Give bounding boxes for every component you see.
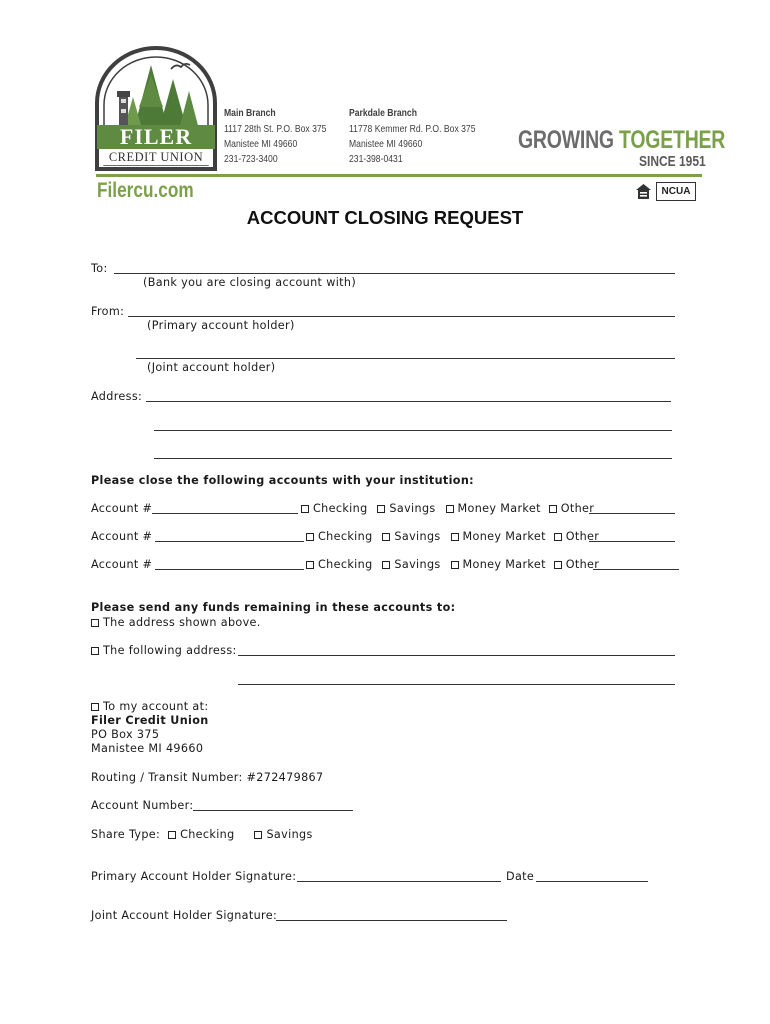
to-hint: (Bank you are closing account with) [143, 276, 357, 289]
account-number-input[interactable] [193, 810, 353, 811]
account-number-label: Account Number: [91, 799, 194, 812]
other-field[interactable] [589, 513, 675, 514]
to-field[interactable] [114, 273, 675, 274]
following-address-label: The following address: [103, 644, 237, 657]
address-line-3[interactable] [154, 458, 672, 459]
other-checkbox[interactable] [554, 533, 562, 541]
money-market-label: Money Market [457, 502, 541, 515]
money-market-label: Money Market [462, 558, 546, 571]
primary-holder-hint: (Primary account holder) [147, 319, 295, 332]
address-above-label: The address shown above. [103, 616, 261, 629]
my-account-option [91, 700, 209, 713]
account-row [91, 502, 152, 515]
account-row [91, 558, 152, 571]
header-rule [96, 174, 702, 177]
account-number-field[interactable] [152, 513, 298, 514]
money-market-checkbox[interactable] [451, 561, 459, 569]
credit-union-po-box: PO Box 375 [91, 728, 160, 741]
account-label: Account # [91, 558, 153, 571]
account-label: Account # [91, 502, 153, 515]
equal-housing-icon [635, 183, 652, 200]
following-address-option [91, 644, 237, 657]
other-label: Other [565, 558, 600, 571]
date-label: Date [506, 870, 535, 883]
since-1951: SINCE 1951 [639, 153, 706, 170]
account-number-field[interactable] [155, 541, 304, 542]
joint-signature-field[interactable] [276, 920, 507, 921]
other-label: Other [560, 502, 595, 515]
savings-checkbox[interactable] [382, 533, 390, 541]
address-line-2[interactable] [154, 430, 672, 431]
other-checkbox[interactable] [554, 561, 562, 569]
ncua-badge: NCUA [656, 182, 696, 201]
slogan-together: TOGETHER [619, 126, 726, 154]
money-market-label: Money Market [462, 530, 546, 543]
account-options [306, 558, 599, 571]
main-branch-title: Main Branch [224, 107, 276, 119]
address-above-option [91, 616, 261, 629]
other-field[interactable] [593, 569, 679, 570]
credit-union-city: Manistee MI 49660 [91, 742, 204, 755]
primary-signature-label: Primary Account Holder Signature: [91, 870, 297, 883]
share-checking-label: Checking [180, 828, 235, 841]
parkdale-branch-phone: 231-398-0431 [349, 153, 403, 165]
accounts-heading: Please close the following accounts with your institution: [91, 474, 474, 487]
my-account-checkbox[interactable] [91, 703, 99, 711]
share-savings-checkbox[interactable] [254, 831, 262, 839]
account-row [91, 530, 152, 543]
following-address-line-1[interactable] [238, 655, 675, 656]
checking-label: Checking [318, 530, 373, 543]
to-label: To: [91, 262, 108, 275]
joint-holder-hint: (Joint account holder) [147, 361, 276, 374]
my-account-label: To my account at: [103, 700, 209, 713]
account-number-field[interactable] [155, 569, 304, 570]
share-checking-checkbox[interactable] [168, 831, 176, 839]
share-type-row [91, 828, 313, 841]
website: Filercu.com [97, 179, 194, 202]
savings-checkbox[interactable] [377, 505, 385, 513]
money-market-checkbox[interactable] [451, 533, 459, 541]
following-address-line-2[interactable] [238, 684, 675, 685]
account-options [301, 502, 594, 515]
parkdale-branch-address: 11778 Kemmer Rd. P.O. Box 375 [349, 123, 476, 135]
joint-signature-label: Joint Account Holder Signature: [91, 909, 278, 922]
slogan [518, 126, 725, 155]
checking-checkbox[interactable] [301, 505, 309, 513]
date-field[interactable] [536, 881, 648, 882]
svg-text:CREDIT UNION: CREDIT UNION [108, 150, 204, 164]
savings-checkbox[interactable] [382, 561, 390, 569]
parkdale-branch-title: Parkdale Branch [349, 107, 417, 119]
savings-label: Savings [394, 530, 441, 543]
svg-text:FILER: FILER [119, 124, 193, 149]
filer-logo-emblem [93, 45, 219, 171]
credit-union-name: Filer Credit Union [91, 714, 209, 727]
account-options [306, 530, 599, 543]
address-label: Address: [91, 390, 143, 403]
routing-number: Routing / Transit Number: #272479867 [91, 771, 324, 784]
share-type-label: Share Type: [91, 828, 161, 841]
checking-label: Checking [318, 558, 373, 571]
address-above-checkbox[interactable] [91, 619, 99, 627]
savings-label: Savings [389, 502, 436, 515]
main-branch-phone: 231-723-3400 [224, 153, 278, 165]
checking-checkbox[interactable] [306, 533, 314, 541]
from-primary-field[interactable] [128, 316, 675, 317]
primary-signature-field[interactable] [297, 881, 501, 882]
from-label: From: [91, 305, 125, 318]
money-market-checkbox[interactable] [446, 505, 454, 513]
parkdale-branch-city: Manistee MI 49660 [349, 138, 423, 150]
other-field[interactable] [589, 541, 675, 542]
main-branch-city: Manistee MI 49660 [224, 138, 298, 150]
address-line-1[interactable] [146, 401, 671, 402]
account-label: Account # [91, 530, 153, 543]
following-address-checkbox[interactable] [91, 647, 99, 655]
funds-heading: Please send any funds remaining in these accounts to: [91, 601, 456, 614]
checking-checkbox[interactable] [306, 561, 314, 569]
slogan-growing: GROWING [518, 126, 614, 154]
other-label: Other [565, 530, 600, 543]
share-savings-label: Savings [266, 828, 313, 841]
main-branch-address: 1117 28th St. P.O. Box 375 [224, 123, 327, 135]
savings-label: Savings [394, 558, 441, 571]
from-joint-field[interactable] [136, 358, 675, 359]
form-title: ACCOUNT CLOSING REQUEST [246, 207, 524, 228]
checking-label: Checking [313, 502, 368, 515]
other-checkbox[interactable] [549, 505, 557, 513]
